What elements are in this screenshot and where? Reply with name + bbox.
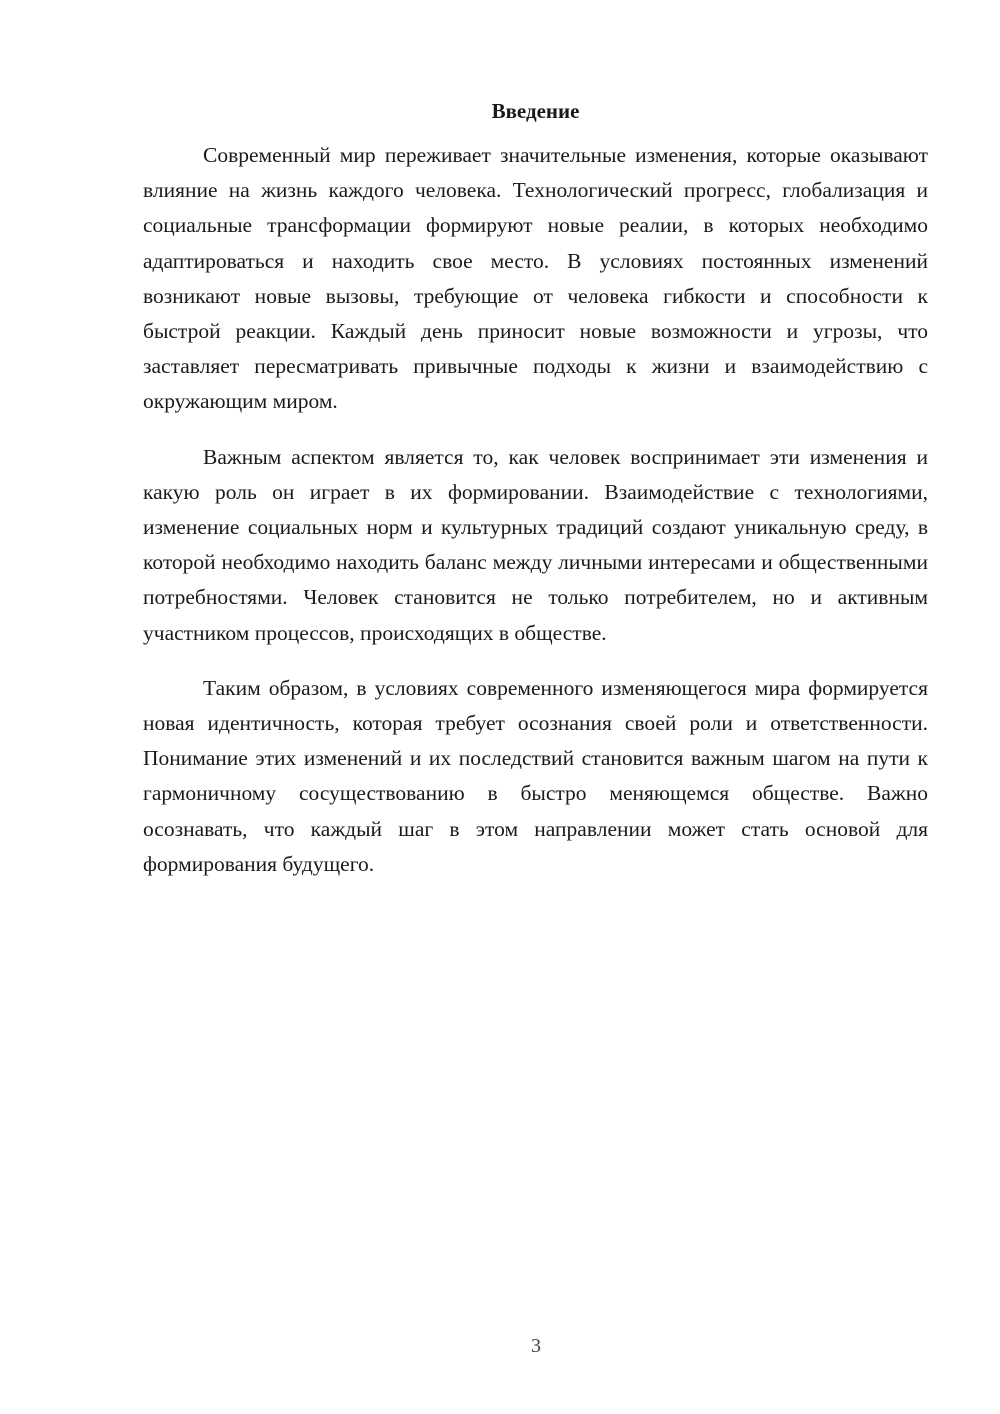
- page-content: [143, 96, 928, 902]
- paragraph-3: Таким образом, в условиях современного изменяющегося мира формируется новая идентичность, которая требует осознания своей роли и ответственности. Понимание этих изменений и их последствий становится важным шагом на пути к гармоничному сосуществованию в быстро меняющемся обществе. Важно осознавать, что каждый шаг в этом направлении может стать основой для формирования будущего.: [143, 675, 928, 876]
- section-title: Введение: [491, 99, 580, 123]
- paragraph-1: Современный мир переживает значительные изменения, которые оказывают влияние на жизнь каждого человека. Технологический прогресс, глобализация и социальные трансформации формируют новые реалии, в которых необходимо адаптироваться и находить свое место. В условиях постоянных изменений возникают новые вызовы, требующие от человека гибкости и способности к быстрой реакции. Каждый день приносит новые возможности и угрозы, что заставляет пересматривать привычные подходы к жизни и взаимодействию с окружающим миром.: [143, 143, 928, 414]
- paragraph-2: Важным аспектом является то, как человек воспринимает эти изменения и какую роль он играет в их формировании. Взаимодействие с технологиями, изменение социальных норм и культурных традиций создают уникальную среду, в которой необходимо находить баланс между личными интересами и общественными потребностями. Человек становится не только потребителем, но и активным участником процессов, происходящих в обществе.: [143, 444, 928, 645]
- page-number: 3: [531, 1335, 541, 1357]
